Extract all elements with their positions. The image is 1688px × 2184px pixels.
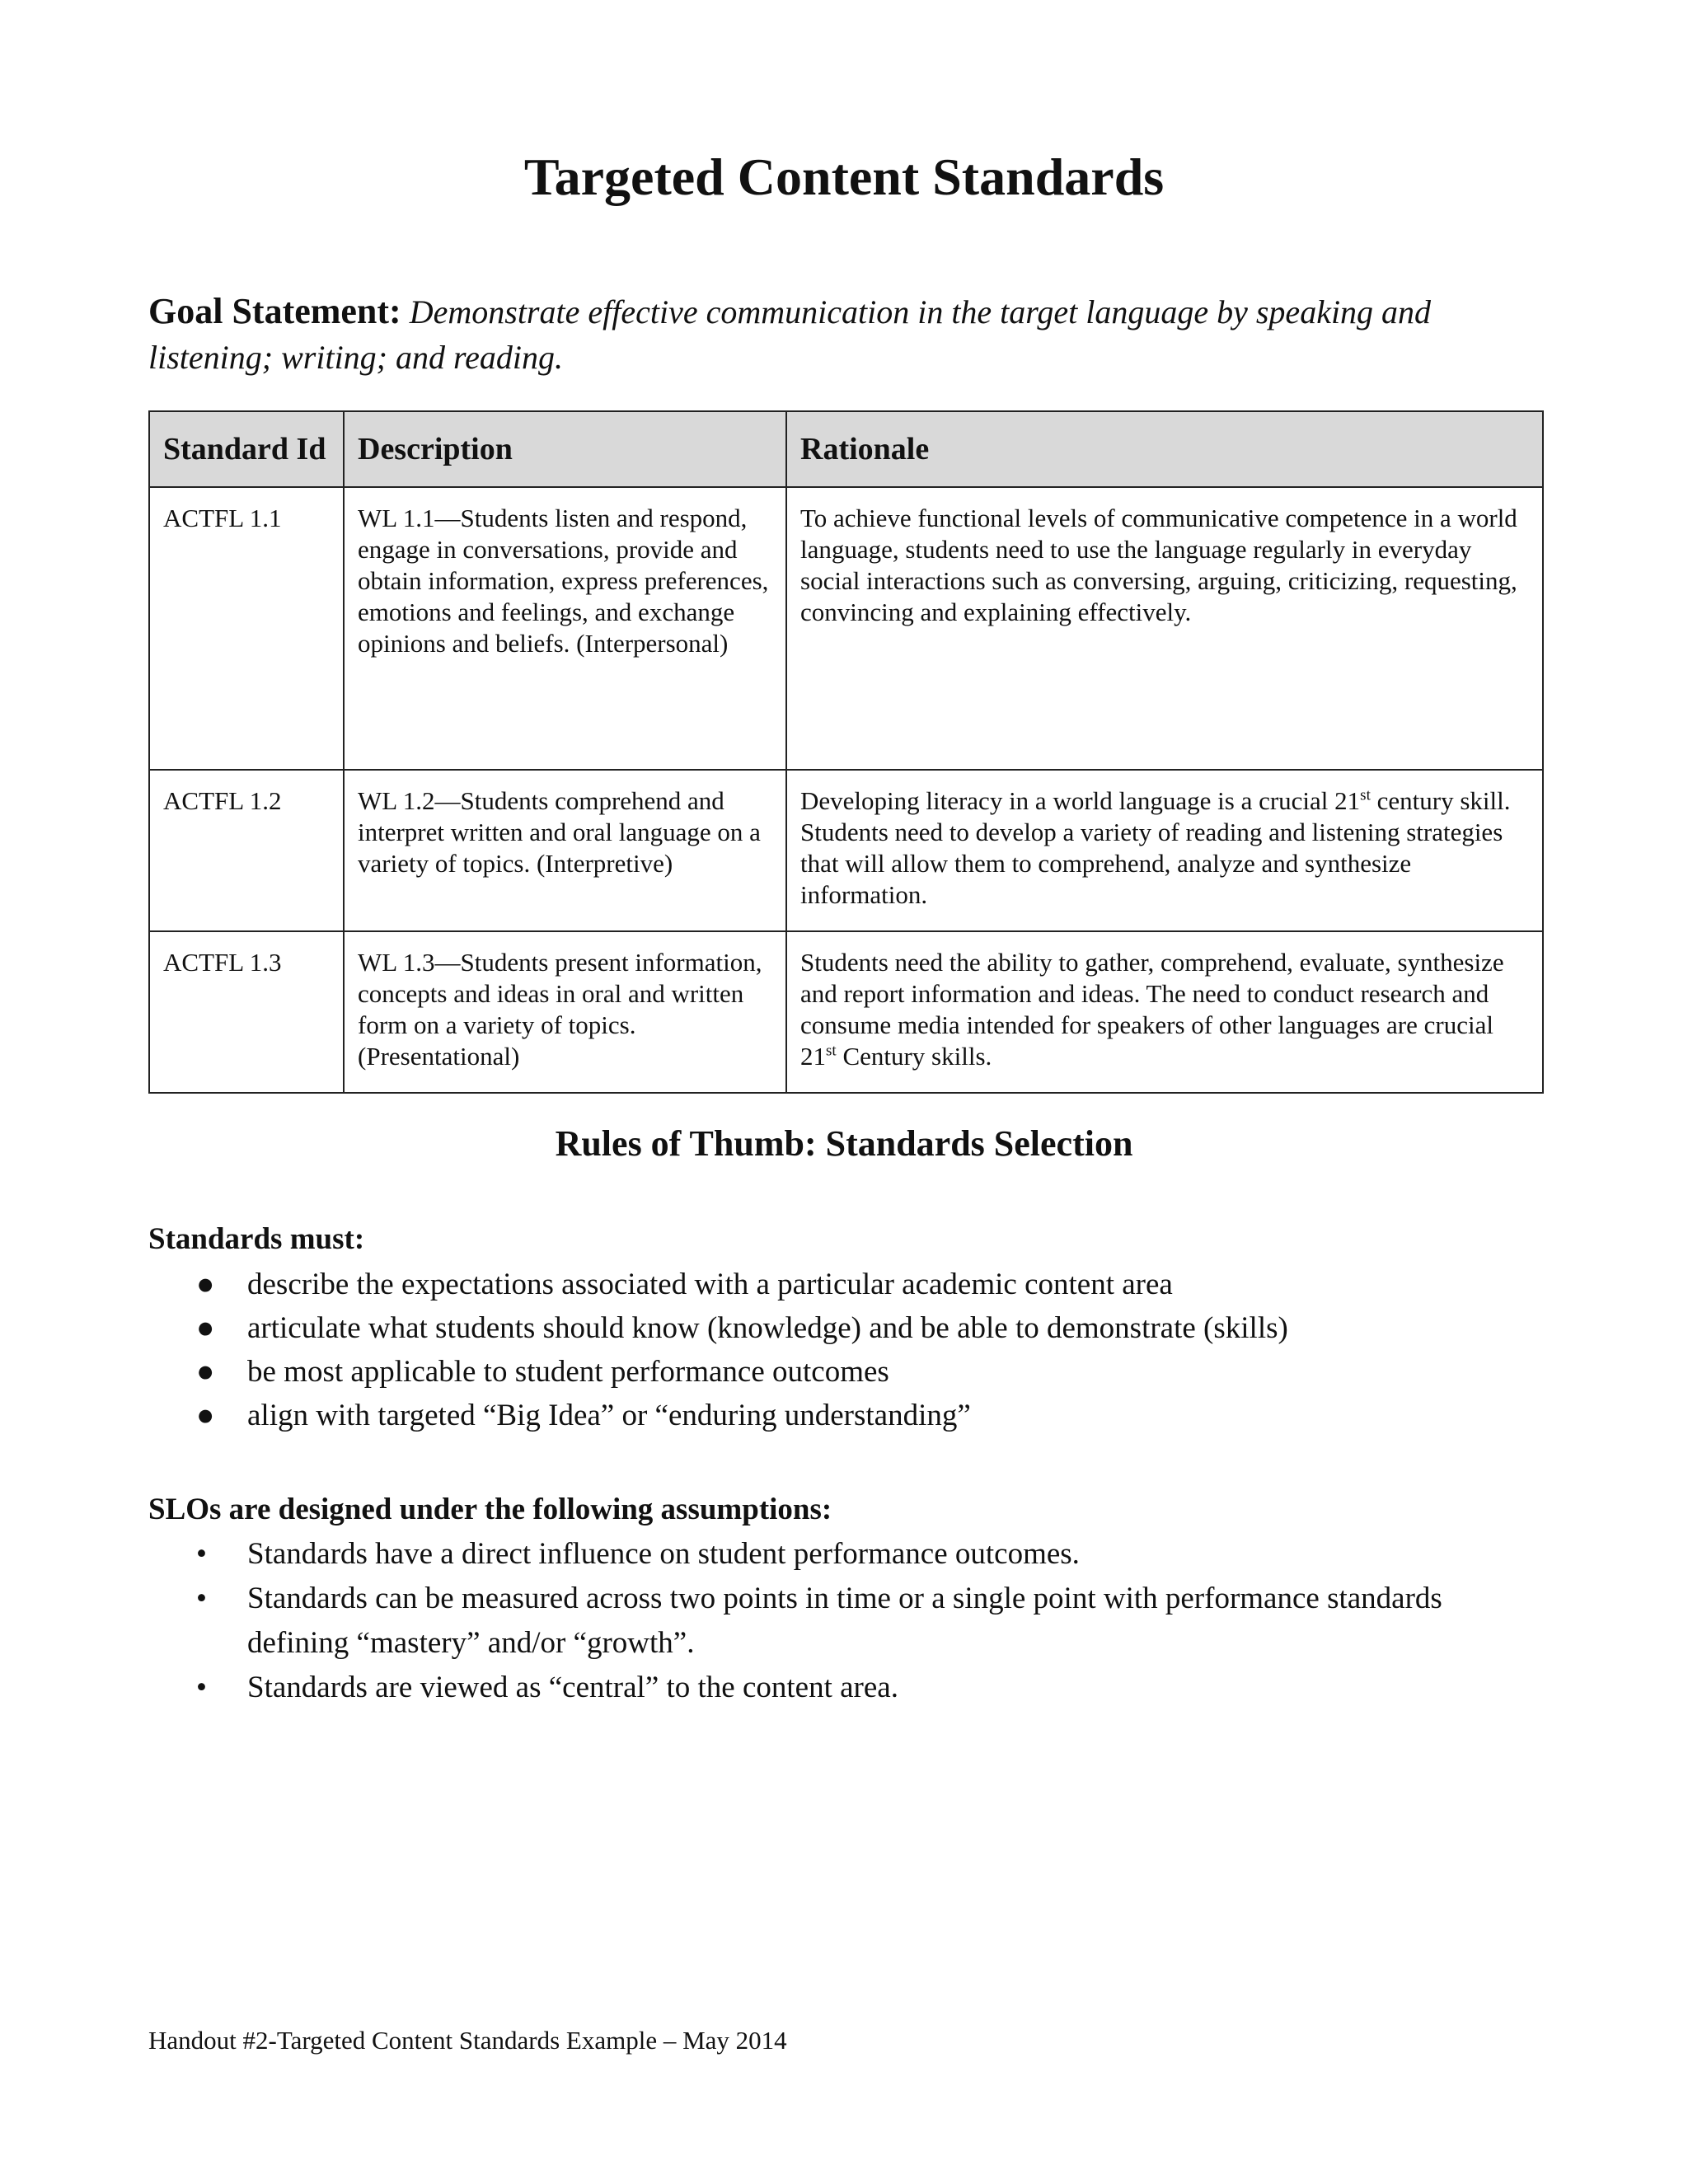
bullet-icon: • [196,1671,207,1704]
rationale-text: Developing literacy in a world language is a crucial 21 [800,786,1361,815]
standards-must-list [148,1263,1550,1437]
header-description: Description [344,411,786,487]
bullet-icon: ● [196,1311,215,1345]
list-item-text: be most applicable to student performance outcomes [247,1355,889,1389]
page-footer: Handout #2-Targeted Content Standards Example – May 2014 [148,2026,787,2055]
superscript-st: st [1360,786,1371,804]
list-item [148,1263,1550,1306]
standard-id-cell: ACTFL 1.1 [149,487,344,770]
table-header-row [149,411,1543,487]
header-standard-id: Standard Id [149,411,344,487]
standards-must-heading: Standards must: [148,1222,365,1256]
bullet-icon: • [196,1537,207,1571]
list-item-text: Standards have a direct influence on student performance outcomes. [247,1537,1080,1571]
rationale-text: Students need the ability to gather, comprehend, evaluate, synthesize and report information and ideas. The need to conduct research and consume media intended for speakers of other languages are crucial 21 [800,948,1504,1071]
slo-assumptions-list [148,1532,1550,1710]
rationale-text: Century skills. [836,1042,992,1071]
goal-text: Demonstrate effective communication in the target language by speaking and listening; writing; and reading. [148,293,1432,376]
description-cell: WL 1.1—Students listen and respond, engage in conversations, provide and obtain information, express preferences, emotions and feelings, and exchange opinions and beliefs. (Interpersonal) [344,487,786,770]
superscript-st: st [826,1042,837,1060]
list-item [148,1532,1550,1577]
page-title: Targeted Content Standards [523,148,1165,206]
rationale-text: century skill. Students need to develop a variety of reading and listening strategies that will allow them to comprehend, analyze and synthesize information. [800,786,1511,909]
list-item-text: describe the expectations associated with a particular academic content area [247,1268,1173,1301]
list-item-text: Standards can be measured across two points in time or a single point with performance standards defining “mastery” and/or “growth”. [247,1582,1442,1660]
rationale-text: To achieve functional levels of communicative competence in a world language, students need to use the language regularly in everyday social interactions such as conversing, arguing, criticizing, requesting, convincing and explaining effectively. [800,504,1517,626]
rationale-cell [786,931,1543,1093]
list-item [148,1350,1550,1394]
bullet-icon: • [196,1582,207,1615]
table-row [149,931,1543,1093]
list-item-text: articulate what students should know (knowledge) and be able to demonstrate (skills) [247,1311,1288,1345]
list-item [148,1666,1550,1710]
list-item [148,1577,1550,1666]
bullet-icon: ● [196,1399,215,1432]
list-item [148,1306,1550,1350]
description-cell: WL 1.2—Students comprehend and interpret written and oral language on a variety of topics. (Interpretive) [344,770,786,931]
standard-id-cell: ACTFL 1.3 [149,931,344,1093]
description-cell: WL 1.3—Students present information, concepts and ideas in oral and written form on a variety of topics. (Presentational) [344,931,786,1093]
slo-assumptions-heading: SLOs are designed under the following assumptions: [148,1493,832,1526]
rationale-cell [786,487,1543,770]
rules-heading: Rules of Thumb: Standards Selection [555,1123,1133,1164]
bullet-icon: ● [196,1355,215,1389]
header-rationale: Rationale [786,411,1543,487]
standards-table [148,410,1544,1094]
bullet-icon: ● [196,1268,215,1301]
list-item-text: align with targeted “Big Idea” or “enduring understanding” [247,1399,971,1432]
table-row [149,770,1543,931]
list-item-text: Standards are viewed as “central” to the content area. [247,1671,898,1704]
rationale-cell [786,770,1543,931]
standard-id-cell: ACTFL 1.2 [149,770,344,931]
goal-statement [148,288,1550,380]
list-item [148,1394,1550,1437]
goal-label: Goal Statement: [148,291,401,331]
table-row [149,487,1543,770]
